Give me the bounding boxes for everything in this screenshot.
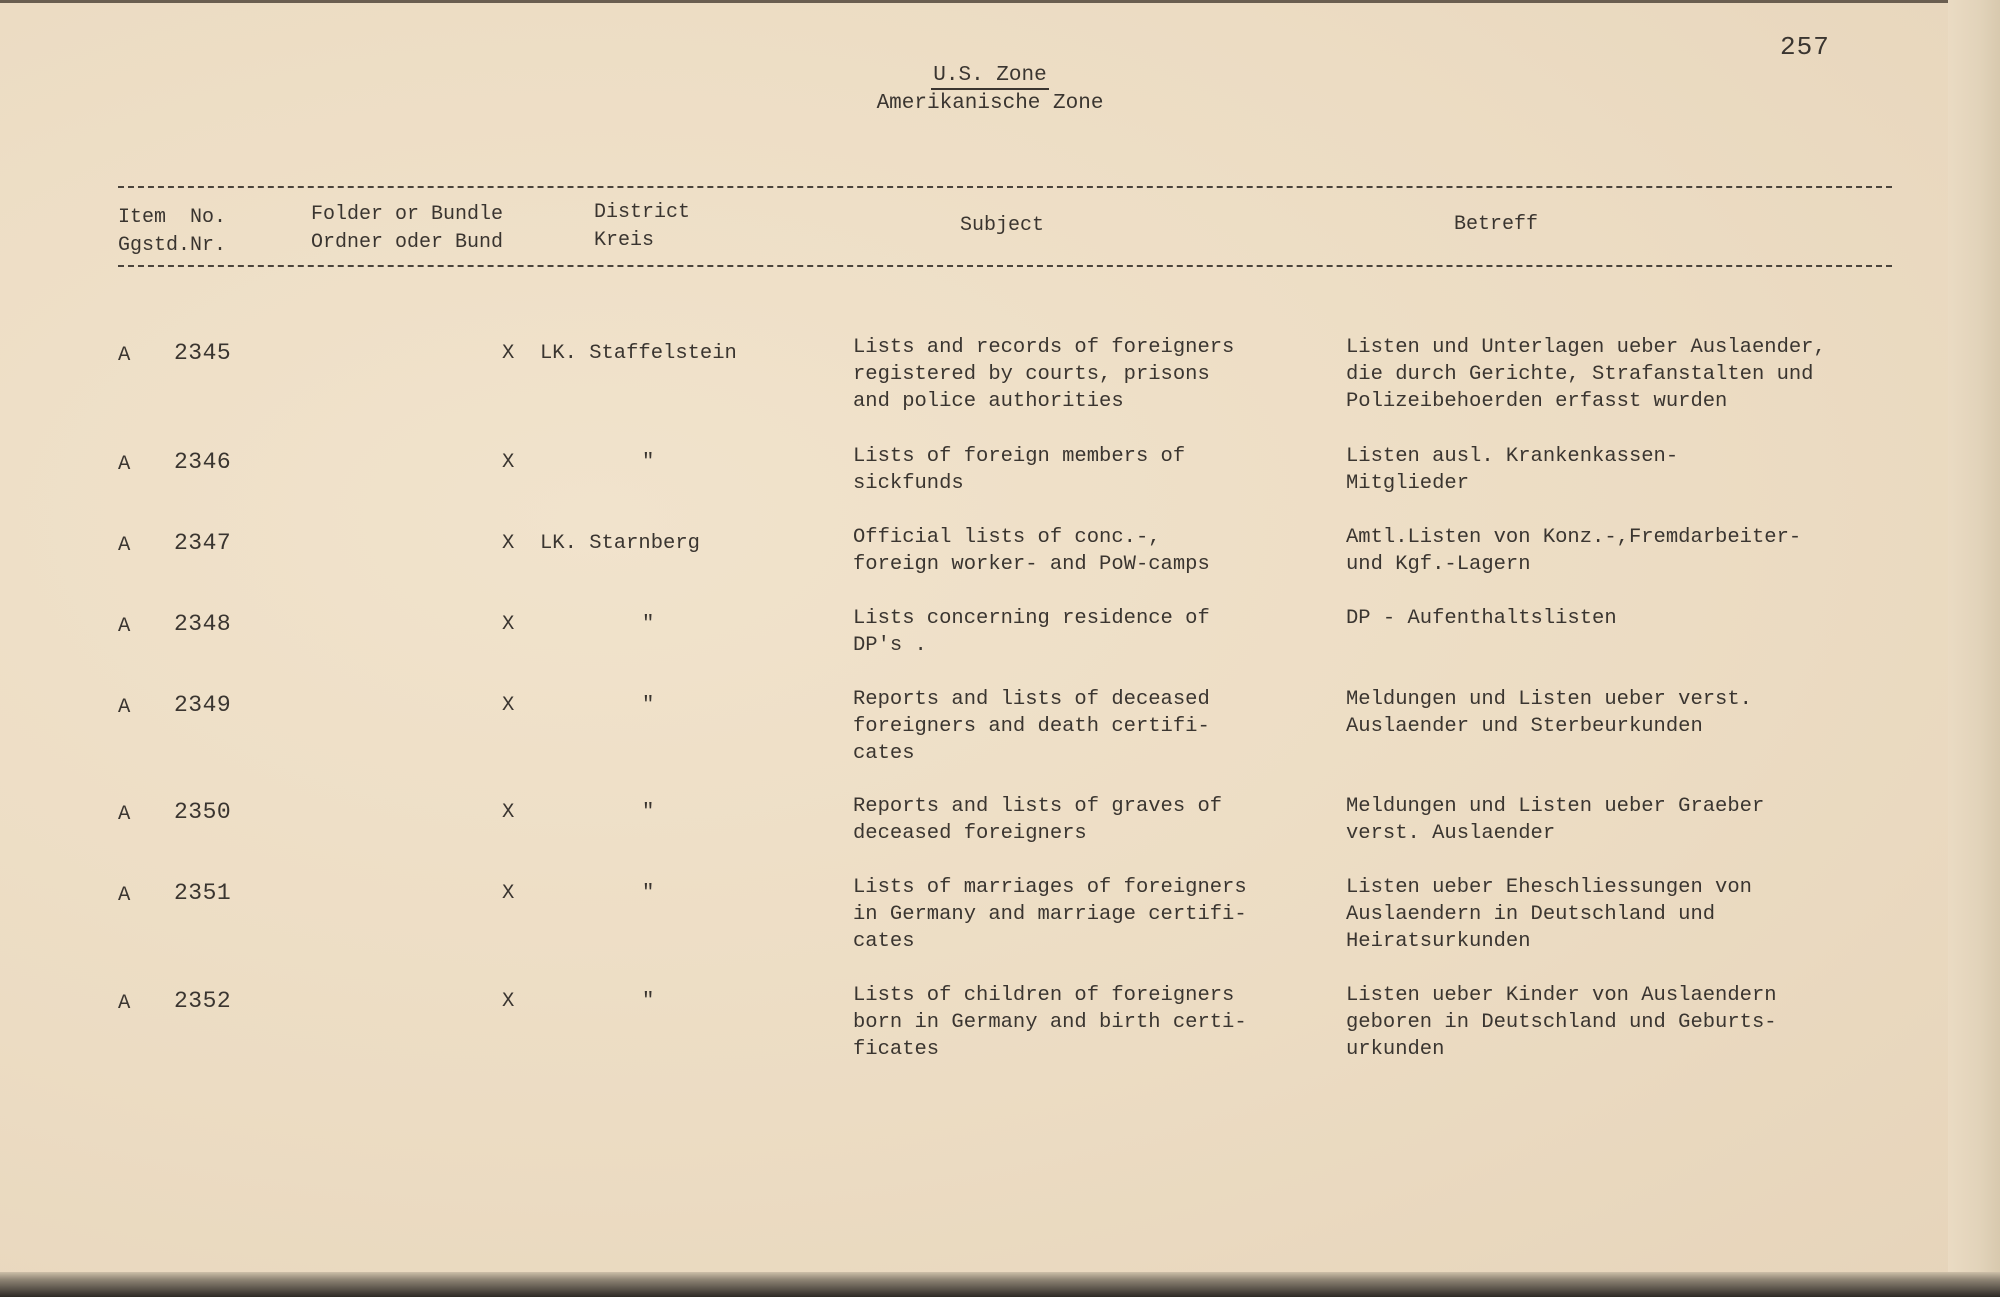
folder-mark: X <box>502 342 515 365</box>
subject: Reports and lists of deceased foreigners and death certifi- cates <box>853 688 1210 765</box>
header-district: District Kreis <box>594 201 691 252</box>
header-folder: Folder or Bundle Ordner oder Bund <box>311 203 504 254</box>
folder-mark: X <box>502 451 515 474</box>
item-number: 2348 <box>174 611 232 637</box>
betreff: DP - Aufenthaltslisten <box>1346 607 1617 630</box>
header-subject: Subject <box>960 214 1045 237</box>
item-prefix: A <box>118 992 131 1015</box>
betreff: Listen und Unterlagen ueber Auslaender, die durch Gerichte, Strafanstalten und Polizeibehoerden erfasst wurden <box>1346 336 1826 413</box>
subject: Lists of marriages of foreigners in Germany and marriage certifi- cates <box>853 876 1247 953</box>
district-ditto: " <box>642 694 655 717</box>
district: LK. Staffelstein <box>540 342 737 365</box>
betreff: Listen ueber Eheschliessungen von Auslaendern in Deutschland und Heiratsurkunden <box>1346 876 1752 953</box>
title-english: U.S. Zone <box>931 64 1048 90</box>
folder-mark: X <box>502 613 515 636</box>
page-title <box>820 62 1160 118</box>
district-ditto: " <box>642 801 655 824</box>
subject: Lists of foreign members of sickfunds <box>853 445 1186 495</box>
header-rule-top <box>118 186 1892 188</box>
subject: Official lists of conc.-, foreign worker- and PoW-camps <box>853 526 1210 576</box>
betreff: Listen ausl. Krankenkassen- Mitglieder <box>1346 445 1679 495</box>
district: LK. Starnberg <box>540 532 700 555</box>
item-number: 2347 <box>174 530 232 556</box>
item-number: 2350 <box>174 799 232 825</box>
header-betreff: Betreff <box>1454 213 1539 236</box>
item-prefix: A <box>118 803 131 826</box>
folder-mark: X <box>502 801 515 824</box>
item-number: 2352 <box>174 988 232 1014</box>
item-number: 2351 <box>174 880 232 906</box>
item-prefix: A <box>118 696 131 719</box>
betreff: Meldungen und Listen ueber verst. Auslaender und Sterbeurkunden <box>1346 688 1752 738</box>
item-number: 2346 <box>174 449 232 475</box>
subject: Lists concerning residence of DP's . <box>853 607 1210 657</box>
item-number: 2349 <box>174 692 232 718</box>
item-number: 2345 <box>174 340 232 366</box>
item-prefix: A <box>118 534 131 557</box>
header-item-no: Item No. Ggstd.Nr. <box>118 206 227 257</box>
item-prefix: A <box>118 884 131 907</box>
betreff: Meldungen und Listen ueber Graeber verst. Auslaender <box>1346 795 1765 845</box>
item-prefix: A <box>118 453 131 476</box>
title-german: Amerikanische Zone <box>876 92 1104 115</box>
item-prefix: A <box>118 344 131 367</box>
betreff: Listen ueber Kinder von Auslaendern geboren in Deutschland und Geburts- urkunden <box>1346 984 1777 1061</box>
folder-mark: X <box>502 532 515 555</box>
district-ditto: " <box>642 990 655 1013</box>
district-ditto: " <box>642 882 655 905</box>
folder-mark: X <box>502 990 515 1013</box>
subject: Reports and lists of graves of deceased foreigners <box>853 795 1223 845</box>
folder-mark: X <box>502 694 515 717</box>
page-top-edge <box>0 0 2000 3</box>
district-ditto: " <box>642 613 655 636</box>
page-number: 257 <box>1780 32 1830 62</box>
header-rule-bottom <box>118 265 1892 267</box>
betreff: Amtl.Listen von Konz.-,Fremdarbeiter- und Kgf.-Lagern <box>1346 526 1802 576</box>
subject: Lists and records of foreigners registered by courts, prisons and police authorities <box>853 336 1235 413</box>
subject: Lists of children of foreigners born in Germany and birth certi- ficates <box>853 984 1247 1061</box>
district-ditto: " <box>642 451 655 474</box>
folder-mark: X <box>502 882 515 905</box>
page-bottom-edge <box>0 1272 2000 1297</box>
page-right-edge <box>1948 0 2000 1297</box>
item-prefix: A <box>118 615 131 638</box>
